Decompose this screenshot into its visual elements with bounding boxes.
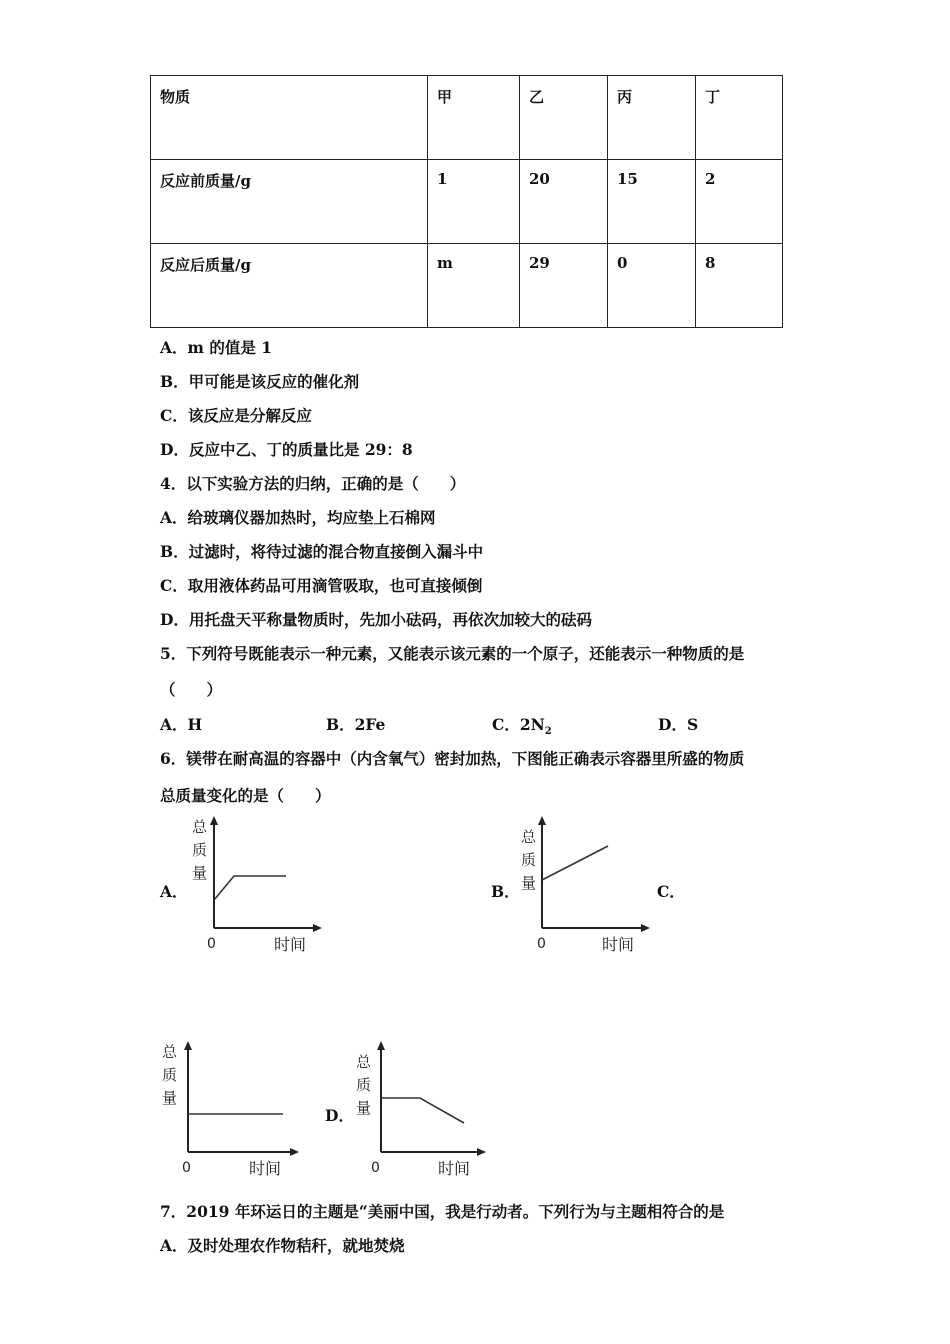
q6-label-b: B． <box>491 882 520 901</box>
q5-stem-line1: 5．下列符号既能表示一种元素，又能表示该元素的一个原子，还能表示一种物质的是 <box>160 644 745 663</box>
q4-option-b: B．过滤时，将待过滤的混合物直接倒入漏斗中 <box>160 542 484 561</box>
graph-d-curve <box>381 1098 464 1123</box>
q4-option-d: D．用托盘天平称量物质时，先加小砝码，再依次加较大的砝码 <box>160 610 592 629</box>
table-cell: 反应后质量/g <box>151 244 428 328</box>
q6-label-c: C． <box>657 882 685 901</box>
graph-b <box>508 810 658 960</box>
q4-stem: 4．以下实验方法的归纳，正确的是（ ） <box>160 474 466 493</box>
graph-a-ylabel-2: 质 <box>192 841 208 859</box>
graph-c-y-arrow <box>184 1041 192 1050</box>
graph-d-ylabel-2: 质 <box>356 1076 372 1094</box>
q7-option-a: A．及时处理农作物秸秆，就地焚烧 <box>160 1236 405 1255</box>
graph-a-xlabel: 时间 <box>274 935 307 954</box>
graph-c-ylabel-2: 质 <box>162 1066 178 1084</box>
graph-b-curve <box>542 846 608 880</box>
q5-option-c <box>492 713 552 737</box>
graph-b-origin: 0 <box>537 936 546 952</box>
table-cell: 丙 <box>608 76 696 160</box>
mass-table <box>150 75 783 328</box>
q6-label-d: D． <box>325 1106 354 1125</box>
q7-stem: 7．2019 年环运日的主题是“美丽中国，我是行动者。下列行为与主题相符合的是 <box>160 1202 725 1221</box>
q3-option-d: D．反应中乙、丁的质量比是 29：8 <box>160 440 413 459</box>
table-row <box>151 76 783 160</box>
table-cell: 0 <box>608 244 696 328</box>
q4-option-c: C．取用液体药品可用滴管吸取，也可直接倾倒 <box>160 576 483 595</box>
graph-b-ylabel-2: 质 <box>521 851 537 869</box>
graph-c-x-arrow <box>290 1148 299 1156</box>
q6-stem-line2: 总质量变化的是（ ） <box>160 786 331 805</box>
graph-a-origin: 0 <box>207 936 216 952</box>
table-cell: 8 <box>696 244 783 328</box>
q5-option-b: B．2Fe <box>326 715 386 734</box>
graph-a-x-arrow <box>313 924 322 932</box>
graph-d-origin: 0 <box>371 1160 380 1176</box>
table-cell: 乙 <box>520 76 608 160</box>
table-row <box>151 160 783 244</box>
table-cell: 丁 <box>696 76 783 160</box>
graph-a-ylabel-3: 量 <box>192 864 208 882</box>
graph-d-x-arrow <box>477 1148 486 1156</box>
q3-option-a: A．m 的值是 1 <box>160 338 273 357</box>
graph-d-y-arrow <box>377 1041 385 1050</box>
graph-d-xlabel: 时间 <box>438 1159 471 1178</box>
q3-option-c: C．该反应是分解反应 <box>160 406 312 425</box>
table-cell: 2 <box>696 160 783 244</box>
table-cell: m <box>428 244 520 328</box>
graph-b-ylabel-3: 量 <box>521 874 537 892</box>
q3-option-b: B．甲可能是该反应的催化剂 <box>160 372 360 391</box>
q5-stem-line2: （ ） <box>160 680 223 699</box>
q6-label-a: A． <box>160 882 188 901</box>
q5-option-c-text: C．2N <box>492 715 545 734</box>
table-cell: 1 <box>428 160 520 244</box>
table-cell: 20 <box>520 160 608 244</box>
graph-b-ylabel-1: 总 <box>521 828 537 846</box>
graph-c-ylabel-3: 量 <box>162 1089 178 1107</box>
q5-option-d: D．S <box>658 715 699 734</box>
graph-c-ylabel-1: 总 <box>162 1043 178 1061</box>
q4-option-a: A．给玻璃仪器加热时，均应垫上石棉网 <box>160 508 436 527</box>
graph-b-xlabel: 时间 <box>602 935 635 954</box>
graph-b-x-arrow <box>641 924 650 932</box>
graph-c-xlabel: 时间 <box>249 1159 282 1178</box>
graph-d-ylabel-1: 总 <box>356 1053 372 1071</box>
table-cell: 反应前质量/g <box>151 160 428 244</box>
graph-a-curve <box>214 876 286 900</box>
graph-a-y-arrow <box>210 816 218 825</box>
graph-c-origin: 0 <box>182 1160 191 1176</box>
table-cell: 甲 <box>428 76 520 160</box>
graph-d-ylabel-3: 量 <box>356 1099 372 1117</box>
graph-c <box>155 1035 310 1185</box>
table-cell: 物质 <box>151 76 428 160</box>
q5-option-c-subscript: 2 <box>544 726 552 738</box>
graph-a-ylabel-1: 总 <box>192 818 208 836</box>
q6-stem-line1: 6．镁带在耐高温的容器中（内含氧气）密封加热，下图能正确表示容器里所盛的物质 <box>160 749 745 768</box>
table-cell: 29 <box>520 244 608 328</box>
graph-b-y-arrow <box>538 816 546 825</box>
graph-d <box>348 1035 498 1185</box>
graph-a <box>180 810 330 960</box>
table-row <box>151 244 783 328</box>
table-cell: 15 <box>608 160 696 244</box>
q5-option-a: A．H <box>160 715 203 734</box>
